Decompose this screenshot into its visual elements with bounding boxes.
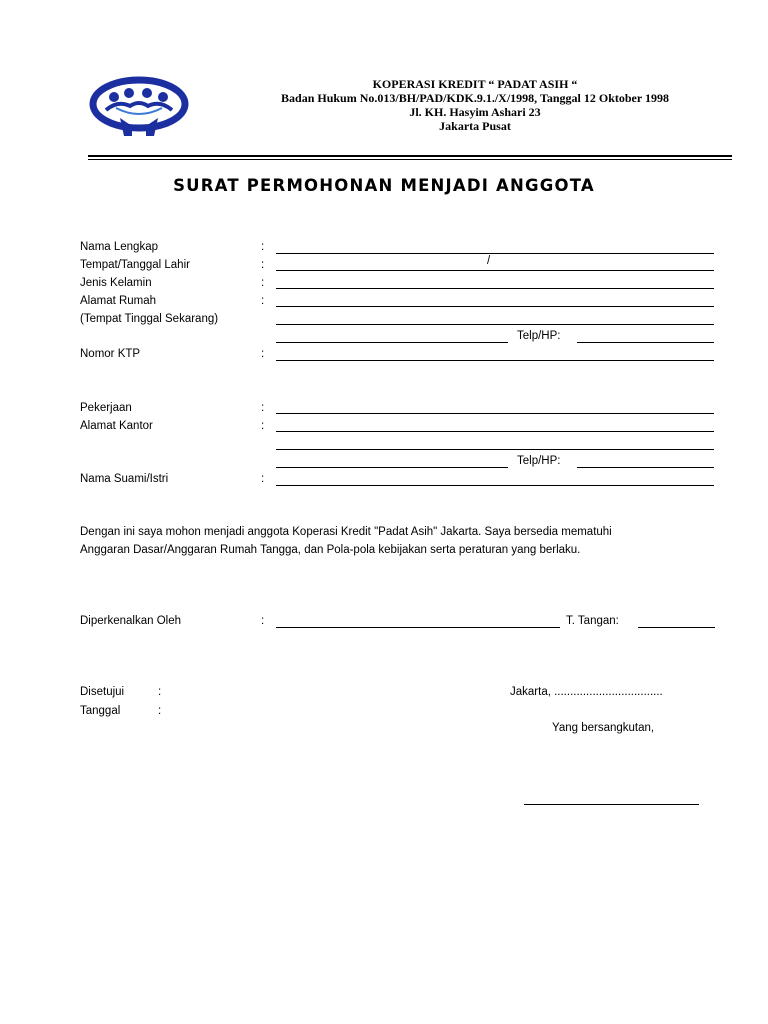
- colon: :: [261, 259, 265, 271]
- input-line-alamat-kantor-2[interactable]: [276, 449, 714, 450]
- statement-line-1: Dengan ini saya mohon menjadi anggota Koperasi Kredit "Padat Asih" Jakarta. Saya bersedia mematuhi: [80, 526, 612, 538]
- jakarta-date: Jakarta, ..................................: [510, 686, 663, 698]
- label-telp-rumah: Telp/HP:: [517, 330, 561, 342]
- label-telp-kantor: Telp/HP:: [517, 455, 561, 467]
- input-line-nomor-ktp[interactable]: [276, 360, 714, 361]
- label-alamat-rumah: Alamat Rumah: [80, 295, 157, 307]
- input-line-alamat-rumah-2[interactable]: [276, 324, 714, 325]
- date-slash: /: [487, 255, 491, 267]
- input-line-nama-suami-istri[interactable]: [276, 485, 714, 486]
- yang-bersangkutan: Yang bersangkutan,: [552, 722, 655, 734]
- org-city: Jakarta Pusat: [439, 119, 511, 133]
- label-tempat-tanggal-lahir: Tempat/Tanggal Lahir: [80, 259, 190, 271]
- input-line-alamat-kantor-1[interactable]: [276, 431, 714, 432]
- input-line-nama-lengkap[interactable]: [276, 253, 714, 254]
- input-line-telp-rumah[interactable]: [577, 342, 714, 343]
- label-nama-suami-istri: Nama Suami/Istri: [80, 473, 169, 485]
- label-tempat-tinggal: (Tempat Tinggal Sekarang): [80, 313, 219, 325]
- label-nama-lengkap: Nama Lengkap: [80, 241, 158, 253]
- label-tanggal: Tanggal: [80, 705, 121, 717]
- cooperative-logo-icon: [88, 76, 190, 138]
- colon: :: [261, 295, 265, 307]
- legal-registration: Badan Hukum No.013/BH/PAD/KDK.9.1./X/1998, Tanggal 12 Oktober 1998: [281, 91, 669, 105]
- input-line-telp-kantor[interactable]: [577, 467, 714, 468]
- input-line-tanda-tangan[interactable]: [638, 627, 715, 628]
- colon: :: [261, 420, 265, 432]
- colon: :: [158, 686, 162, 698]
- input-line-jenis-kelamin[interactable]: [276, 288, 714, 289]
- label-tanda-tangan: T. Tangan:: [566, 615, 619, 627]
- colon: :: [261, 473, 265, 485]
- page-title: SURAT PERMOHONAN MENJADI ANGGOTA: [173, 176, 595, 195]
- org-address: Jl. KH. Hasyim Ashari 23: [409, 105, 541, 119]
- colon: :: [261, 277, 265, 289]
- colon: :: [158, 705, 162, 717]
- statement-line-2: Anggaran Dasar/Anggaran Rumah Tangga, dan Pola-pola kebijakan serta peraturan yang berlaku.: [80, 544, 581, 556]
- header-rule-thin: [88, 159, 732, 160]
- label-disetujui: Disetujui: [80, 686, 125, 698]
- statement-paragraph: [80, 523, 730, 559]
- label-pekerjaan: Pekerjaan: [80, 402, 132, 414]
- label-diperkenalkan-oleh: Diperkenalkan Oleh: [80, 615, 182, 627]
- colon: :: [261, 615, 265, 627]
- colon: :: [261, 402, 265, 414]
- org-name: KOPERASI KREDIT “ PADAT ASIH “: [372, 77, 578, 91]
- colon: :: [261, 241, 265, 253]
- input-line-alamat-kantor-3[interactable]: [276, 467, 508, 468]
- input-line-alamat-rumah-1[interactable]: [276, 306, 714, 307]
- colon: :: [261, 348, 265, 360]
- label-jenis-kelamin: Jenis Kelamin: [80, 277, 152, 289]
- label-nomor-ktp: Nomor KTP: [80, 348, 141, 360]
- input-line-alamat-rumah-3[interactable]: [276, 342, 508, 343]
- header-rule-thick: [88, 155, 732, 157]
- label-alamat-kantor: Alamat Kantor: [80, 420, 153, 432]
- input-line-pekerjaan[interactable]: [276, 413, 714, 414]
- input-line-diperkenalkan-oleh[interactable]: [276, 627, 560, 628]
- signature-line[interactable]: [524, 804, 699, 805]
- input-line-tempat-tanggal-lahir[interactable]: [276, 270, 714, 271]
